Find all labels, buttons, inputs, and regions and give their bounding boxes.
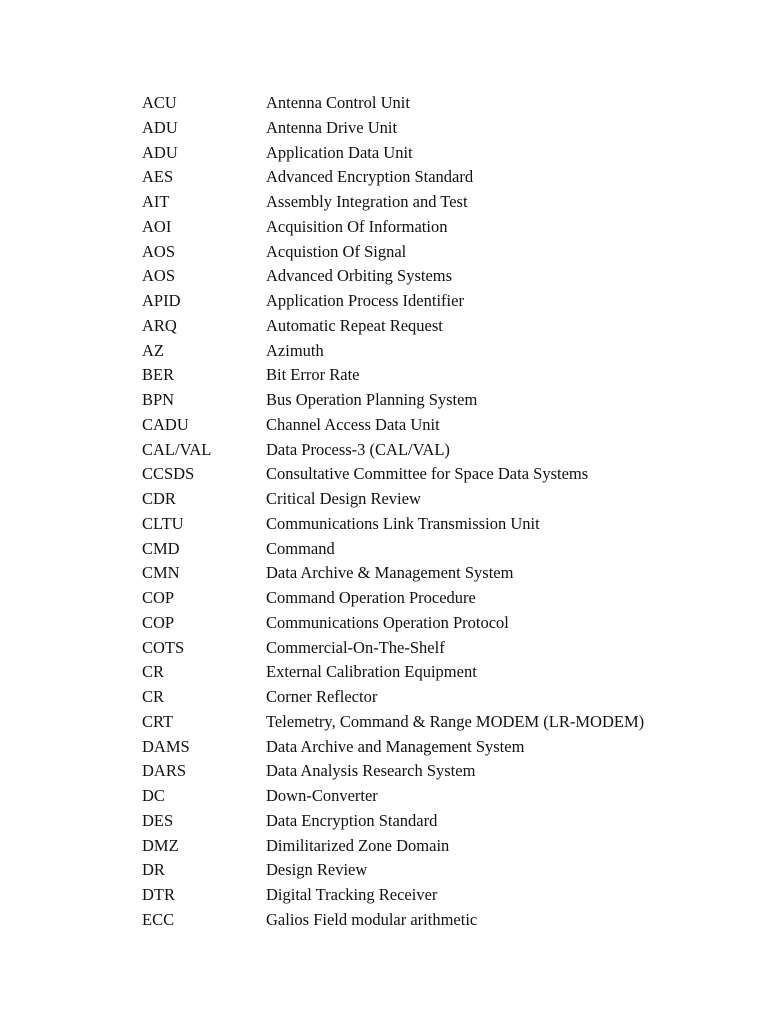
abbreviation-term: AIT bbox=[142, 192, 170, 211]
glossary-row bbox=[142, 388, 742, 413]
glossary-row bbox=[142, 339, 742, 364]
abbreviation-term: DAMS bbox=[142, 736, 190, 756]
glossary-row bbox=[142, 141, 742, 166]
abbreviation-definition: Application Data Unit bbox=[266, 142, 413, 162]
abbreviation-definition: Dimilitarized Zone Domain bbox=[266, 835, 450, 855]
abbreviation-term: AES bbox=[142, 167, 174, 187]
abbreviation-term: AOS bbox=[142, 241, 176, 261]
glossary-row bbox=[142, 91, 742, 116]
abbreviation-term: DES bbox=[142, 810, 174, 830]
glossary-row bbox=[142, 586, 742, 611]
abbreviation-term: ARQ bbox=[142, 315, 177, 335]
glossary-row bbox=[142, 809, 742, 834]
abbreviation-term: CMN bbox=[142, 563, 180, 583]
glossary-row bbox=[142, 438, 742, 463]
glossary-row bbox=[142, 190, 742, 215]
abbreviation-definition: Antenna Control Unit bbox=[266, 93, 410, 112]
abbreviation-definition: Commercial-On-The-Shelf bbox=[266, 637, 445, 657]
glossary-row bbox=[142, 165, 742, 190]
abbreviation-definition: Data Encryption Standard bbox=[266, 810, 438, 830]
abbreviation-term: AOS bbox=[142, 266, 176, 286]
abbreviation-definition: Command Operation Procedure bbox=[266, 588, 476, 607]
abbreviation-definition: Data Process-3 (CAL/VAL) bbox=[266, 439, 450, 459]
glossary-row bbox=[142, 215, 742, 240]
abbreviation-definition: Command bbox=[266, 538, 335, 558]
abbreviation-definition: Communications Operation Protocol bbox=[266, 612, 509, 632]
abbreviation-definition: Antenna Drive Unit bbox=[266, 117, 398, 137]
abbreviation-definition: Azimuth bbox=[266, 340, 324, 360]
abbreviation-term: CADU bbox=[142, 414, 189, 434]
abbreviation-definition: Critical Design Review bbox=[266, 489, 421, 508]
abbreviation-term: AZ bbox=[142, 340, 164, 360]
glossary-row bbox=[142, 537, 742, 562]
abbreviation-term: DR bbox=[142, 860, 165, 880]
abbreviation-term: ECC bbox=[142, 909, 175, 929]
abbreviation-definition: Galios Field modular arithmetic bbox=[266, 909, 478, 929]
abbreviation-definition: Down-Converter bbox=[266, 786, 378, 805]
glossary-row bbox=[142, 561, 742, 586]
abbreviation-term: BPN bbox=[142, 390, 175, 409]
abbreviation-term: APID bbox=[142, 291, 181, 310]
abbreviation-definition: Acquistion Of Signal bbox=[266, 241, 407, 261]
abbreviation-definition: Data Analysis Research System bbox=[266, 761, 476, 781]
abbreviation-term: CRT bbox=[142, 711, 174, 731]
abbreviation-term: DC bbox=[142, 786, 165, 805]
abbreviation-definition: Application Process Identifier bbox=[266, 291, 464, 310]
abbreviation-definition: Bus Operation Planning System bbox=[266, 390, 478, 409]
abbreviation-term: CLTU bbox=[142, 513, 184, 533]
glossary-row bbox=[142, 908, 742, 933]
glossary-row bbox=[142, 462, 742, 487]
abbreviation-term: AOI bbox=[142, 216, 172, 236]
abbreviation-term: CDR bbox=[142, 489, 176, 508]
abbreviation-definition: Assembly Integration and Test bbox=[266, 192, 468, 211]
glossary-row bbox=[142, 512, 742, 537]
glossary-row bbox=[142, 735, 742, 760]
glossary-row bbox=[142, 289, 742, 314]
abbreviation-definition: Communications Link Transmission Unit bbox=[266, 513, 540, 533]
glossary-row bbox=[142, 858, 742, 883]
glossary-row bbox=[142, 611, 742, 636]
glossary-row bbox=[142, 710, 742, 735]
glossary-row bbox=[142, 759, 742, 784]
abbreviation-term: COP bbox=[142, 588, 175, 607]
abbreviation-definition: Digital Tracking Receiver bbox=[266, 885, 438, 904]
abbreviation-definition: Telemetry, Command & Range MODEM (LR-MODEM) bbox=[266, 711, 645, 731]
glossary-row bbox=[142, 660, 742, 685]
abbreviation-term: DTR bbox=[142, 885, 175, 904]
abbreviation-definition: Bit Error Rate bbox=[266, 365, 360, 385]
glossary-row bbox=[142, 487, 742, 512]
abbreviation-term: DARS bbox=[142, 761, 187, 781]
abbreviation-definition: Consultative Committee for Space Data Systems bbox=[266, 464, 589, 484]
glossary-row bbox=[142, 264, 742, 289]
abbreviation-term: CMD bbox=[142, 538, 180, 558]
glossary-row bbox=[142, 116, 742, 141]
abbreviation-term: ADU bbox=[142, 142, 178, 162]
glossary-row bbox=[142, 685, 742, 710]
abbreviation-term: DMZ bbox=[142, 835, 179, 855]
abbreviation-definition: Corner Reflector bbox=[266, 687, 378, 706]
abbreviation-term: CAL/VAL bbox=[142, 439, 212, 459]
abbreviation-term: COTS bbox=[142, 637, 185, 657]
glossary-row bbox=[142, 413, 742, 438]
abbreviation-list bbox=[142, 91, 742, 933]
abbreviation-term: ACU bbox=[142, 93, 177, 112]
glossary-row bbox=[142, 240, 742, 265]
abbreviation-term: COP bbox=[142, 612, 175, 632]
glossary-row bbox=[142, 883, 742, 908]
abbreviation-definition: Channel Access Data Unit bbox=[266, 414, 440, 434]
abbreviation-term: ADU bbox=[142, 117, 178, 137]
abbreviation-definition: Design Review bbox=[266, 860, 368, 880]
abbreviation-term: CCSDS bbox=[142, 464, 195, 484]
abbreviation-definition: Advanced Orbiting Systems bbox=[266, 266, 453, 286]
abbreviation-definition: Data Archive and Management System bbox=[266, 736, 525, 756]
glossary-row bbox=[142, 784, 742, 809]
abbreviation-definition: Data Archive & Management System bbox=[266, 563, 514, 583]
abbreviation-definition: Acquisition Of Information bbox=[266, 216, 448, 236]
abbreviation-definition: External Calibration Equipment bbox=[266, 662, 477, 682]
glossary-row bbox=[142, 363, 742, 388]
abbreviation-term: CR bbox=[142, 687, 165, 706]
abbreviation-definition: Advanced Encryption Standard bbox=[266, 167, 474, 187]
glossary-row bbox=[142, 314, 742, 339]
abbreviation-definition: Automatic Repeat Request bbox=[266, 315, 443, 335]
abbreviation-term: CR bbox=[142, 662, 165, 682]
abbreviation-term: BER bbox=[142, 365, 175, 385]
glossary-row bbox=[142, 834, 742, 859]
glossary-row bbox=[142, 636, 742, 661]
